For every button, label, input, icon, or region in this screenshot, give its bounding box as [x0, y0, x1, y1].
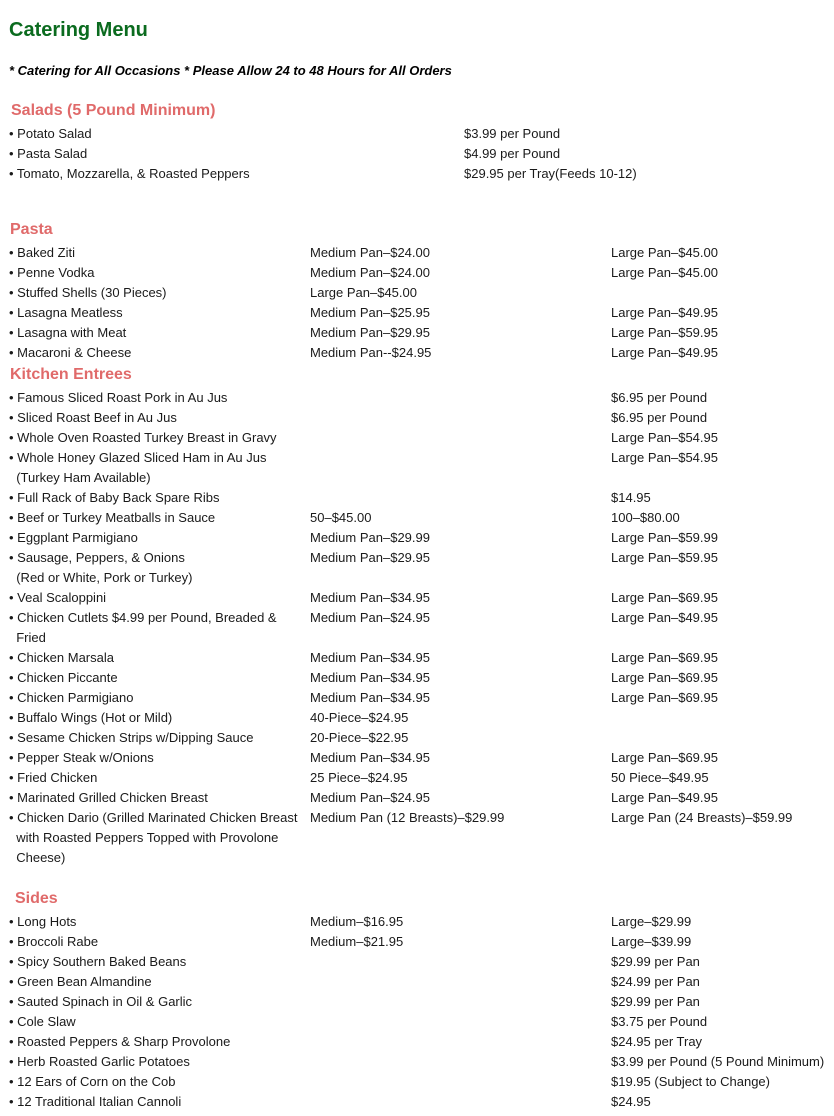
item-price-medium: Medium Pan–$34.95: [310, 650, 430, 665]
menu-item: [0, 748, 834, 768]
item-price-medium: Medium Pan–$25.95: [310, 305, 430, 320]
menu-item: [0, 124, 834, 144]
item-price-large: Large Pan–$69.95: [611, 650, 718, 665]
item-price-large: $6.95 per Pound: [611, 390, 708, 405]
item-price-large: $14.95: [611, 490, 651, 505]
item-name-text: • Sesame Chicken Strips w/Dipping Sauce: [9, 730, 254, 745]
item-name-text: • Sauted Spinach in Oil & Garlic: [9, 994, 193, 1009]
item-name-text: • Whole Oven Roasted Turkey Breast in Gravy: [9, 430, 277, 445]
menu-item: [0, 263, 834, 283]
item-name-text: • Lasagna Meatless: [9, 305, 123, 320]
item-name-text: • 12 Traditional Italian Cannoli: [9, 1094, 182, 1109]
item-name: [9, 283, 301, 303]
item-name-text: • Pepper Steak w/Onions: [9, 750, 154, 765]
item-price-large: $24.99 per Pan: [611, 974, 700, 989]
item-name: [9, 124, 301, 144]
item-name-text: • Chicken Cutlets $4.99 per Pound, Breaded &: [9, 610, 277, 625]
item-price-large: Large Pan–$49.95: [611, 345, 718, 360]
item-name: [9, 688, 301, 708]
item-price-medium: 50–$45.00: [310, 510, 372, 525]
item-price-medium: Medium–$21.95: [310, 934, 404, 949]
menu-item: [0, 912, 834, 932]
menu-item: [0, 164, 834, 184]
item-price-medium: Medium Pan–$34.95: [310, 590, 430, 605]
item-price-medium: Large Pan–$45.00: [310, 285, 417, 300]
item-name-text: • Full Rack of Baby Back Spare Ribs: [9, 490, 220, 505]
item-name-text: • 12 Ears of Corn on the Cob: [9, 1074, 176, 1089]
item-name: [9, 648, 301, 668]
menu-item: [0, 648, 834, 668]
item-name: [9, 263, 301, 283]
item-name: [9, 668, 301, 688]
item-name: [9, 488, 301, 508]
item-name-text: • Lasagna with Meat: [9, 325, 127, 340]
menu-item: [0, 548, 834, 585]
menu-item: [0, 144, 834, 164]
item-name: [9, 343, 301, 363]
menu-item: [0, 343, 834, 363]
item-name: [9, 428, 301, 448]
item-name-text: • Chicken Marsala: [9, 650, 114, 665]
item-name: [9, 528, 301, 548]
item-price-large: 50 Piece–$49.95: [611, 770, 709, 785]
item-name-text: • Tomato, Mozzarella, & Roasted Peppers: [9, 166, 250, 181]
section-heading-salads: Salads (5 Pound Minimum): [11, 102, 216, 119]
item-name: [9, 788, 301, 808]
item-name-text: • Buffalo Wings (Hot or Mild): [9, 710, 173, 725]
item-price-medium: Medium Pan–$29.95: [310, 325, 430, 340]
item-name-text: • Macaroni & Cheese: [9, 345, 132, 360]
item-name-text: • Veal Scaloppini: [9, 590, 107, 605]
item-name-text: • Roasted Peppers & Sharp Provolone: [9, 1034, 231, 1049]
menu-item: [0, 428, 834, 448]
menu-item: [0, 1012, 834, 1032]
menu-item: [0, 243, 834, 263]
item-price-medium: Medium Pan–$24.00: [310, 245, 430, 260]
menu-item: [0, 1072, 834, 1092]
item-price-medium: Medium Pan–$24.95: [310, 790, 430, 805]
item-price-large: Large Pan–$69.95: [611, 690, 718, 705]
item-price-medium: Medium Pan (12 Breasts)–$29.99: [310, 810, 505, 825]
section-heading-pasta: Pasta: [10, 221, 53, 238]
item-name-text: • Long Hots: [9, 914, 77, 929]
menu-item: [0, 528, 834, 548]
menu-item: [0, 788, 834, 808]
item-name: [9, 808, 301, 868]
item-price-medium: Medium Pan–$24.95: [310, 610, 430, 625]
item-name: [9, 548, 301, 588]
item-price-medium: Medium Pan–$24.00: [310, 265, 430, 280]
item-price-large: 100–$80.00: [611, 510, 680, 525]
item-name: [9, 708, 301, 728]
menu-item: [0, 728, 834, 748]
item-price-large: Large Pan (24 Breasts)–$59.99: [611, 810, 793, 825]
menu-item: [0, 1052, 834, 1072]
item-name-text: • Chicken Dario (Grilled Marinated Chicken Breast: [9, 810, 298, 825]
item-price-large: Large–$29.99: [611, 914, 692, 929]
item-note-text: (Red or White, Pork or Turkey): [9, 570, 193, 585]
item-price-medium: 25 Piece–$24.95: [310, 770, 408, 785]
item-price: $29.95 per Tray(Feeds 10-12): [464, 166, 637, 181]
menu-item: [0, 972, 834, 992]
item-name: [9, 972, 301, 992]
menu-item: [0, 488, 834, 508]
item-name-text: • Eggplant Parmigiano: [9, 530, 138, 545]
item-name-text: • Green Bean Almandine: [9, 974, 152, 989]
item-price-large: Large–$39.99: [611, 934, 692, 949]
item-note-text: (Turkey Ham Available): [9, 470, 151, 485]
item-name-text: • Famous Sliced Roast Pork in Au Jus: [9, 390, 228, 405]
menu-item: [0, 952, 834, 972]
item-name: [9, 144, 301, 164]
page-title: Catering Menu: [9, 19, 148, 41]
item-name-text: • Baked Ziti: [9, 245, 75, 260]
item-note-text: Cheese): [9, 850, 66, 865]
item-name: [9, 932, 301, 952]
item-price-large: $19.95 (Subject to Change): [611, 1074, 770, 1089]
item-name: [9, 912, 301, 932]
item-price-medium: Medium Pan–$34.95: [310, 690, 430, 705]
item-price-large: Large Pan–$45.00: [611, 265, 718, 280]
item-name-text: • Potato Salad: [9, 126, 92, 141]
item-name-text: • Marinated Grilled Chicken Breast: [9, 790, 208, 805]
item-name: [9, 1092, 301, 1112]
item-price-medium: Medium Pan–$29.99: [310, 530, 430, 545]
menu-item: [0, 1032, 834, 1052]
item-name-text: • Beef or Turkey Meatballs in Sauce: [9, 510, 216, 525]
item-name: [9, 768, 301, 788]
item-price-large: $3.99 per Pound (5 Pound Minimum): [611, 1054, 825, 1069]
menu-item: [0, 668, 834, 688]
item-price-large: Large Pan–$69.95: [611, 750, 718, 765]
item-name: [9, 508, 301, 528]
item-price: $3.99 per Pound: [464, 126, 561, 141]
item-name-text: • Sliced Roast Beef in Au Jus: [9, 410, 177, 425]
item-name: [9, 1052, 301, 1072]
item-price-large: $24.95 per Tray: [611, 1034, 703, 1049]
item-name-text: • Broccoli Rabe: [9, 934, 99, 949]
page-subtitle: * Catering for All Occasions * Please Allow 24 to 48 Hours for All Orders: [9, 63, 452, 78]
item-name: [9, 408, 301, 428]
item-price-medium: Medium Pan--$24.95: [310, 345, 432, 360]
item-price-large: Large Pan–$69.95: [611, 590, 718, 605]
section-heading-sides: Sides: [15, 890, 58, 907]
item-note-text: with Roasted Peppers Topped with Provolone: [9, 830, 279, 845]
item-name-text: • Chicken Piccante: [9, 670, 118, 685]
item-price-large: Large Pan–$59.95: [611, 325, 718, 340]
item-price-medium: 40-Piece–$24.95: [310, 710, 409, 725]
item-name: [9, 164, 301, 184]
item-name: [9, 952, 301, 972]
item-name-text: • Spicy Southern Baked Beans: [9, 954, 187, 969]
item-name-text: • Pasta Salad: [9, 146, 88, 161]
menu-item: [0, 992, 834, 1012]
item-name-text: • Herb Roasted Garlic Potatoes: [9, 1054, 190, 1069]
menu-item: [0, 408, 834, 428]
menu-item: [0, 768, 834, 788]
item-price-medium: Medium Pan–$29.95: [310, 550, 430, 565]
item-name-text: • Whole Honey Glazed Sliced Ham in Au Jus: [9, 450, 267, 465]
item-price-large: Large Pan–$49.95: [611, 305, 718, 320]
item-name: [9, 448, 301, 488]
item-price-medium: Medium Pan–$34.95: [310, 670, 430, 685]
item-name-text: • Sausage, Peppers, & Onions: [9, 550, 185, 565]
item-price-large: $24.95: [611, 1094, 651, 1109]
item-price-large: Large Pan–$45.00: [611, 245, 718, 260]
section-heading-entrees: Kitchen Entrees: [10, 366, 132, 383]
item-name: [9, 1032, 301, 1052]
item-price-large: $29.99 per Pan: [611, 994, 700, 1009]
item-price-medium: Medium–$16.95: [310, 914, 404, 929]
item-name: [9, 728, 301, 748]
menu-item: [0, 448, 834, 485]
item-name-text: • Penne Vodka: [9, 265, 95, 280]
menu-item: [0, 508, 834, 528]
item-price-large: Large Pan–$54.95: [611, 450, 718, 465]
item-name: [9, 1012, 301, 1032]
menu-item: [0, 283, 834, 303]
item-note-text: Fried: [9, 630, 46, 645]
menu-item: [0, 388, 834, 408]
item-price-large: $3.75 per Pound: [611, 1014, 708, 1029]
menu-item: [0, 932, 834, 952]
menu-item: [0, 323, 834, 343]
item-name: [9, 243, 301, 263]
item-name: [9, 388, 301, 408]
menu-item: [0, 303, 834, 323]
item-price-large: Large Pan–$49.95: [611, 610, 718, 625]
item-price-medium: 20-Piece–$22.95: [310, 730, 409, 745]
menu-item: [0, 808, 834, 865]
menu-item: [0, 688, 834, 708]
item-price-large: Large Pan–$54.95: [611, 430, 718, 445]
item-name: [9, 1072, 301, 1092]
item-price-large: Large Pan–$49.95: [611, 790, 718, 805]
item-name-text: • Cole Slaw: [9, 1014, 76, 1029]
item-price-large: Large Pan–$59.95: [611, 550, 718, 565]
item-price-large: $6.95 per Pound: [611, 410, 708, 425]
item-price-medium: Medium Pan–$34.95: [310, 750, 430, 765]
item-name: [9, 748, 301, 768]
item-name-text: • Chicken Parmigiano: [9, 690, 134, 705]
item-name: [9, 303, 301, 323]
item-name: [9, 992, 301, 1012]
item-name: [9, 588, 301, 608]
item-name: [9, 608, 301, 648]
menu-item: [0, 708, 834, 728]
menu-item: [0, 608, 834, 645]
item-price-large: $29.99 per Pan: [611, 954, 700, 969]
menu-item: [0, 588, 834, 608]
item-name-text: • Stuffed Shells (30 Pieces): [9, 285, 167, 300]
menu-item: [0, 1092, 834, 1112]
item-name: [9, 323, 301, 343]
item-price-large: Large Pan–$59.99: [611, 530, 718, 545]
item-price-large: Large Pan–$69.95: [611, 670, 718, 685]
item-name-text: • Fried Chicken: [9, 770, 98, 785]
item-price: $4.99 per Pound: [464, 146, 561, 161]
